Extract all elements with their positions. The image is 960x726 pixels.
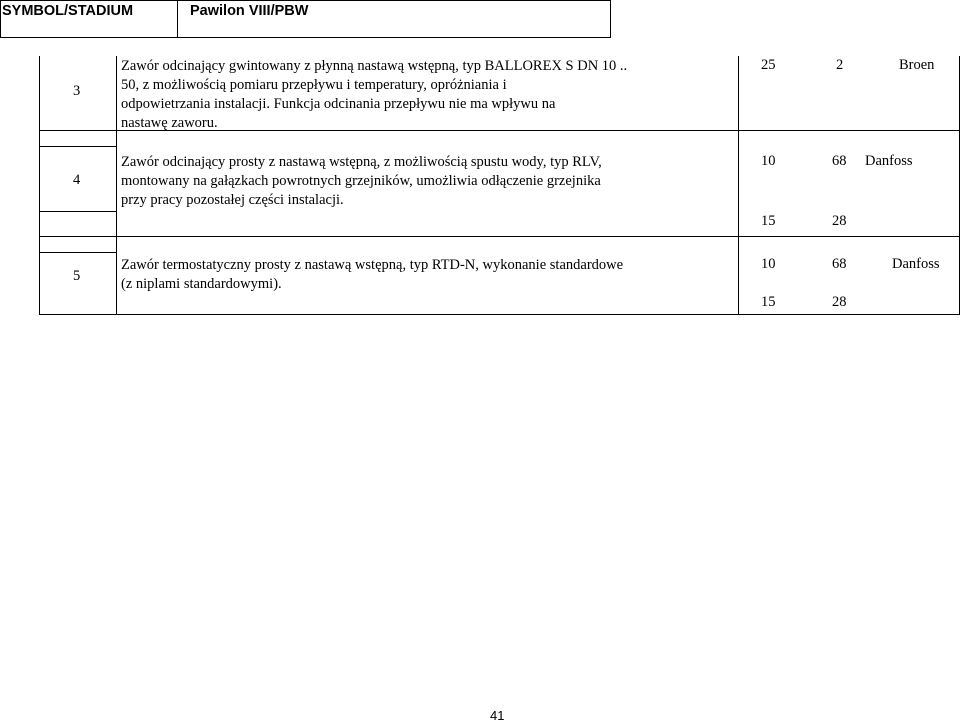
- page-number: 41: [490, 708, 505, 723]
- row-index: 4: [73, 172, 81, 188]
- description-line: (z niplami standardowymi).: [121, 276, 282, 292]
- table-border-bottom: [39, 314, 960, 315]
- index-cell-separator: [39, 252, 117, 253]
- table-border-left: [39, 56, 40, 315]
- description-line: montowany na gałązkach powrotnych grzejników, umożliwia odłączenie grzejnika: [121, 173, 601, 189]
- spec-diameter: 25: [761, 57, 776, 73]
- row-description: [121, 57, 627, 133]
- spec-diameter: 10: [761, 256, 776, 272]
- header-project-label: Pawilon VIII/PBW: [190, 3, 309, 19]
- spec-quantity: 2: [836, 57, 844, 73]
- row-description: [121, 153, 602, 210]
- table-col-divider-1: [116, 56, 117, 315]
- row-index: 5: [73, 268, 81, 284]
- spec-quantity: 68: [832, 153, 847, 169]
- spec-diameter: 10: [761, 153, 776, 169]
- spec-manufacturer: Danfoss: [892, 256, 940, 272]
- spec-diameter: 15: [761, 213, 776, 229]
- spec-diameter: 15: [761, 294, 776, 310]
- spec-manufacturer: Broen: [899, 57, 935, 73]
- description-line: przy pracy pozostałej części instalacji.: [121, 192, 344, 208]
- spec-manufacturer: Danfoss: [865, 153, 913, 169]
- description-line: Zawór termostatyczny prosty z nastawą wstępną, typ RTD-N, wykonanie standardowe: [121, 257, 624, 273]
- index-cell-separator: [39, 211, 117, 212]
- row-description: [121, 256, 623, 294]
- description-line: 50, z możliwością pomiaru przepływu i temperatury, opróżniania i: [121, 77, 507, 93]
- spec-quantity: 68: [832, 256, 847, 272]
- description-line: nastawę zaworu.: [121, 115, 218, 131]
- row-index: 3: [73, 83, 81, 99]
- index-cell-separator: [39, 146, 117, 147]
- header-symbol-label: SYMBOL/STADIUM: [2, 3, 134, 19]
- description-line: Zawór odcinający prosty z nastawą wstępną, z możliwością spustu wody, typ RLV,: [121, 154, 602, 170]
- spec-quantity: 28: [832, 294, 847, 310]
- description-line: Zawór odcinający gwintowany z płynną nastawą wstępną, typ BALLOREX S DN 10 ..: [121, 58, 628, 74]
- header-divider: [177, 0, 178, 38]
- table-row-separator: [39, 236, 960, 237]
- description-line: odpowietrzania instalacji. Funkcja odcinania przepływu nie ma wpływu na: [121, 96, 556, 112]
- spec-quantity: 28: [832, 213, 847, 229]
- table-col-divider-2: [738, 56, 739, 315]
